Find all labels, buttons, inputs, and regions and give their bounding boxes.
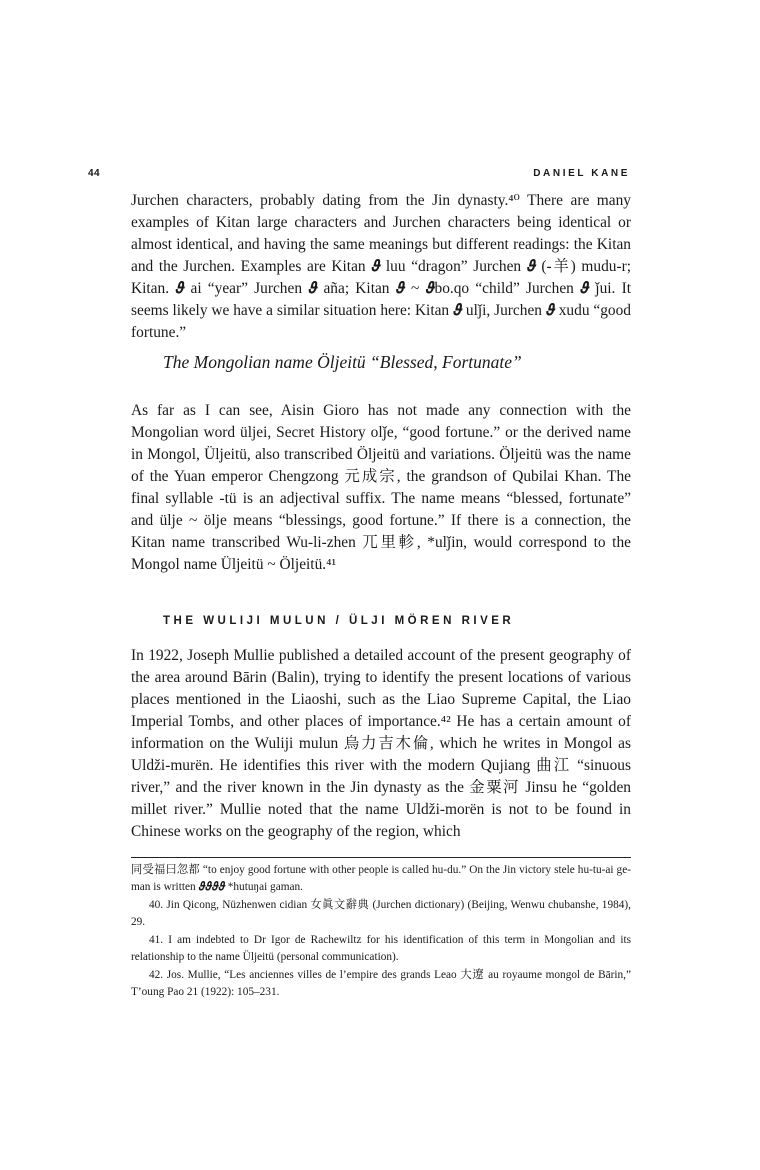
paragraph-1: Jurchen characters, probably dating from the Jin dynasty.⁴⁰ There are many examples of Kitan large characters and Jurchen characters being identical or almost identical, and having the same meanings but different readings: the Kitan and the Jurchen. Examples are Kitan 𝝑 luu “dragon” Jurchen 𝝑 (-羊) mudu-r; Kitan. 𝝑 ai “year” Jurchen 𝝑 aña; Kitan 𝝑 ~ 𝝑bo.qo “child” Jurchen 𝝑 ǰui. It seems likely we have a similar situation here: Kitan 𝝑 ulǰi, Jurchen 𝝑 xudu “good fortune.” [131,192,631,341]
subsection-heading: THE WULIJI MULUN / ÜLJI MÖREN RIVER [163,615,515,627]
page-number: 44 [88,168,101,179]
paragraph-2: As far as I can see, Aisin Gioro has not made any connection with the Mongolian word üljei, Secret History olǰe, “good fortune.” or the derived name in Mongol, Üljeitü, also transcribed Öljeitü and variations. Öljeitü was the name of the Yuan emperor Chengzong 元成宗, the grandson of Qubilai Khan. The final syllable -tü is an adjectival suffix. The name means “blessed, fortunate” and ülje ~ ölje means “blessings, good fortune.” If there is a connection, the Kitan name transcribed Wu-li-zhen 兀里軫, *ulǰin, would correspond to the Mongol name Üljeitü ~ Öljeitü.⁴¹ [131,402,631,573]
paragraph-3: In 1922, Joseph Mullie published a detailed account of the present geography of the area around Bārin (Balin), trying to identify the present locations of various places mentioned in the Liaoshi, such as the Liao Supreme Capital, the Liao Imperial Tombs, and other places of importance.⁴² He has a certain amount of information on the Wuliji mulun 烏力吉木倫, which he writes in Mongol as Uldži-murën. He identifies this river with the modern Qujiang 曲江 “sinuous river,” and the river known in the Jin dynasty as the 金粟河 Jinsu he “golden millet river.” Mullie noted that the name Uldži-morën is not to be found in Chinese works on the geography of the region, which [131,647,631,840]
footnote-42: 42. Jos. Mullie, “Les anciennes villes de l’empire des grands Leao 大遼 au royaume mongol de Bārin,” T’oung Pao 21 (1922): 105–231. [131,969,631,998]
footnote-divider [131,857,631,858]
footnote-41: 41. I am indebted to Dr Igor de Rachewiltz for his identification of this term in Mongolian and its relationship to the name Üljeitü (personal communication). [131,934,631,963]
running-head: DANIEL KANE [533,168,630,179]
section-heading: The Mongolian name Öljeitü “Blessed, Fortunate” [163,352,522,372]
footnotes [131,862,631,1001]
footnote-continued: 同受福曰忽都 “to enjoy good fortune with other people is called hu-du.” On the Jin victory stele hu-tu-ai ge-man is written 𝝑𝝑𝝑𝝑 *hutuŋai gaman. [131,864,631,893]
footnote-40: 40. Jin Qicong, Nüzhenwen cidian 女眞文辭典 (Jurchen dictionary) (Beijing, Wenwu chubanshe, 1984), 29. [131,899,631,928]
